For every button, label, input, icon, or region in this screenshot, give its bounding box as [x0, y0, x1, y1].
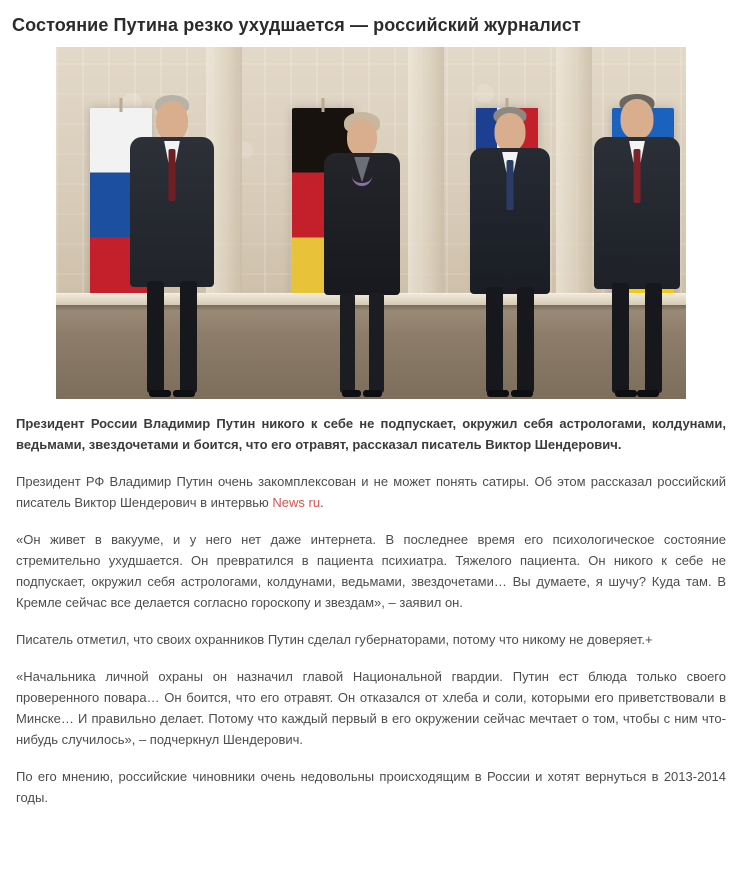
article-paragraph-2: «Он живет в вакууме, и у него нет даже интернета. В последнее время его психологическое состояние стремительно ухудшается. Он превратился в пациента психиатра. Тяжелого пациента. Он никого к себе не подпускает, окружил себя астрологами, колдунами, ведьмами, звездочетами… Вы думаете, я шучу? Куда там. В Кремле сейчас все делается согласно гороскопу и звездам», – заявил он.: [16, 531, 726, 610]
article-image: [56, 47, 686, 399]
photo-scene: [56, 47, 686, 399]
page-title: Состояние Путина резко ухудшается — российский журналист: [12, 15, 581, 35]
head: [621, 99, 654, 139]
leg: [340, 293, 355, 393]
news-ru-link[interactable]: News ru: [272, 494, 321, 510]
leg: [180, 281, 197, 393]
leg: [645, 283, 662, 393]
leg: [147, 281, 164, 393]
shoe: [487, 390, 509, 397]
tie: [634, 149, 641, 203]
shoe: [511, 390, 533, 397]
leg: [486, 287, 503, 393]
pillar: [408, 47, 444, 305]
shoe: [637, 390, 659, 397]
person-putin: [118, 93, 226, 393]
flag-pole: [322, 98, 325, 112]
person-hollande: [460, 105, 560, 393]
legs: [605, 283, 669, 393]
shoe: [342, 390, 361, 397]
leg: [369, 293, 384, 393]
shoe: [173, 390, 195, 397]
tie: [169, 149, 176, 201]
paragraph-text-before-link: Президент РФ Владимир Путин очень закомплексован и не может понять сатиры. Об этом рассказал российский писатель Виктор Шендерович в интервью: [16, 473, 726, 510]
article-paragraph-1: [16, 471, 726, 513]
head: [156, 101, 188, 141]
shoe: [615, 390, 637, 397]
leg: [517, 287, 534, 393]
paragraph-text-after-link: .: [320, 494, 324, 510]
legs: [481, 287, 539, 393]
legs: [334, 293, 390, 393]
person-poroshenko: [584, 93, 686, 393]
shoe: [149, 390, 171, 397]
article-paragraph-5: По его мнению, российские чиновники очень недовольны происходящим в России и хотят вернуться в 2013-2014 годы.: [16, 769, 726, 806]
article-paragraph-4: «Начальника личной охраны он назначил главой Национальной гвардии. Путин ест блюда только своего проверенного повара… Он боится, что его отравят. Он отказался от хлеба и соли, которыми его приветствовали в Минске… И правильно делает. Потому что каждый первый в его окружении сейчас мечтает о том, чтобы с ним что-нибудь случилось», – подчеркнул Шендерович.: [16, 668, 726, 748]
shoe: [363, 390, 382, 397]
head: [347, 119, 377, 156]
head: [495, 113, 526, 151]
person-merkel: [314, 111, 410, 393]
tie: [507, 160, 514, 210]
legs: [141, 281, 203, 393]
leg: [612, 283, 629, 393]
article-paragraph-3: Писатель отметил, что своих охранников Путин сделал губернаторами, потому что никому не доверяет.+: [16, 631, 653, 647]
article-lead: Президент России Владимир Путин никого к себе не подпускает, окружил себя астрологами, колдунами, ведьмами, звездочетами и боится, что его отравят, рассказал писатель Виктор Шендерович.: [16, 415, 726, 452]
